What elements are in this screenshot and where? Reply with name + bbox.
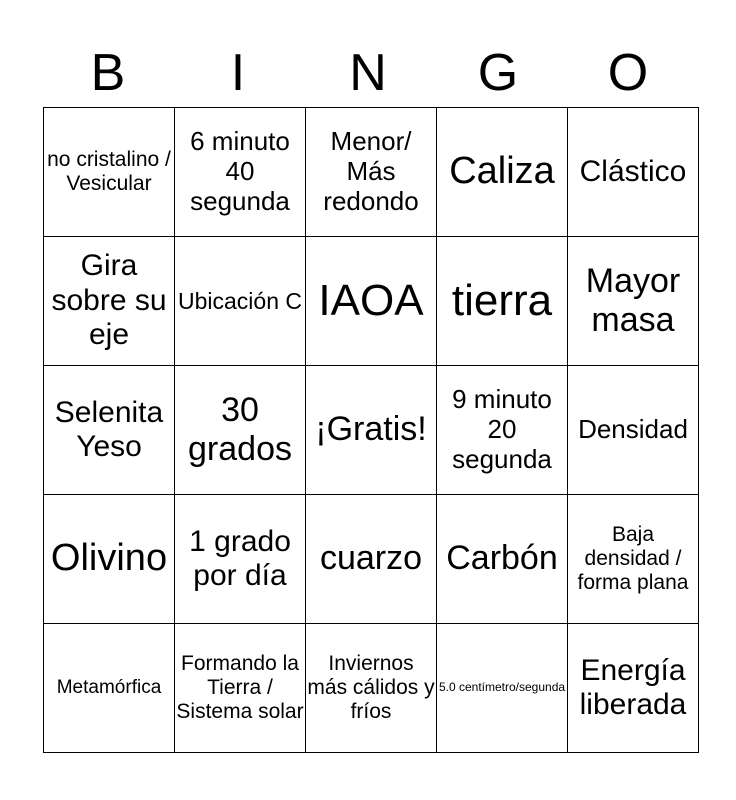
bingo-cell: Formando la Tierra / Sistema solar: [175, 624, 306, 753]
bingo-cell: Gira sobre su eje: [44, 237, 175, 366]
bingo-row-1: [44, 108, 699, 237]
bingo-row-4: [44, 495, 699, 624]
bingo-cell: Clástico: [568, 108, 699, 237]
header-letter-o: O: [607, 44, 649, 102]
bingo-cell: Metamórfica: [44, 624, 175, 753]
bingo-cell: cuarzo: [306, 495, 437, 624]
bingo-cell: 6 minuto 40 segunda: [175, 108, 306, 237]
bingo-cell: Carbón: [437, 495, 568, 624]
bingo-card: [43, 107, 699, 753]
header-letter-i: I: [230, 44, 246, 102]
free-space-cell: ¡Gratis!: [306, 366, 437, 495]
bingo-row-2: [44, 237, 699, 366]
bingo-cell: 5.0 centímetro/segunda: [437, 624, 568, 753]
bingo-cell: Mayor masa: [568, 237, 699, 366]
bingo-row-5: [44, 624, 699, 753]
bingo-cell: Selenita Yeso: [44, 366, 175, 495]
bingo-cell: Caliza: [437, 108, 568, 237]
header-letter-g: G: [477, 44, 519, 102]
bingo-cell: tierra: [437, 237, 568, 366]
bingo-cell: Energía liberada: [568, 624, 699, 753]
bingo-cell: 30 grados: [175, 366, 306, 495]
bingo-header: [43, 40, 693, 106]
bingo-cell: IAOA: [306, 237, 437, 366]
bingo-cell: Olivino: [44, 495, 175, 624]
header-letter-n: N: [349, 44, 387, 102]
bingo-cell: Ubicación C: [175, 237, 306, 366]
header-letter-b: B: [90, 44, 126, 102]
bingo-cell: Menor/ Más redondo: [306, 108, 437, 237]
bingo-cell: 1 grado por día: [175, 495, 306, 624]
bingo-cell: Baja densidad / forma plana: [568, 495, 699, 624]
bingo-cell: 9 minuto 20 segunda: [437, 366, 568, 495]
bingo-cell: Densidad: [568, 366, 699, 495]
bingo-row-3: [44, 366, 699, 495]
bingo-cell: Inviernos más cálidos y fríos: [306, 624, 437, 753]
bingo-cell: no cristalino / Vesicular: [44, 108, 175, 237]
